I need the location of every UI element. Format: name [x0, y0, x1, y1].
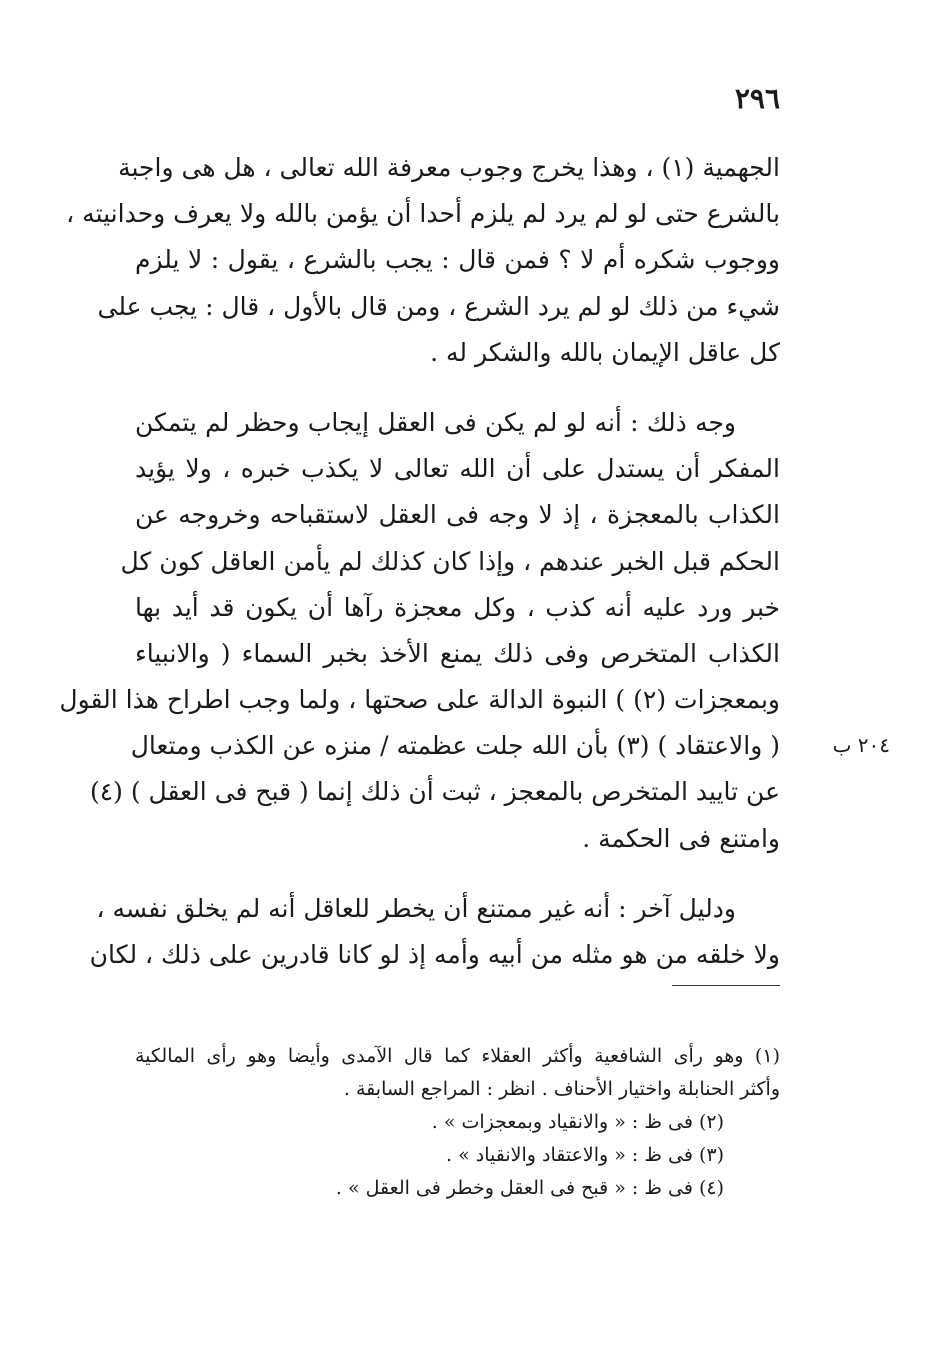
- text-line: كل عاقل الإيمان بالله والشكر له .: [430, 337, 780, 367]
- text-line: شيء من ذلك لو لم يرد الشرع ، ومن قال بالأول ، قال : يجب على: [97, 291, 780, 321]
- footnote-3: (٣) فى ظ : « والاعتقاد والانقياد » .: [446, 1144, 724, 1166]
- text-line: الكذاب المتخرص وفى ذلك يمنع الأخذ بخبر السماء ( والانبياء: [135, 638, 780, 668]
- text-line: خبر ورد عليه أنه كذب ، وكل معجزة رآها أن يكون قد أيد بها: [135, 592, 780, 622]
- text-line: الكذاب بالمعجزة ، إذ لا وجه فى العقل لاستقباحه وخروجه عن: [135, 500, 780, 530]
- footnote-2: (٢) فى ظ : « والانقياد وبمعجزات » .: [431, 1111, 724, 1133]
- text-line: بالشرع حتى لو لم يرد لم يلزم أحدا أن يؤمن بالله ولا يعرف وحدانيته ،: [66, 199, 780, 229]
- text-line: ودليل آخر : أنه غير ممتنع أن يخطر للعاقل أنه لم يخلق نفسه ،: [96, 893, 736, 923]
- footnote-4: (٤) فى ظ : « قبح فى العقل وخطر فى العقل » .: [335, 1177, 724, 1199]
- paragraph-2: [59, 400, 780, 862]
- text-line: المفكر أن يستدل على أن الله تعالى لا يكذب خبره ، ولا يؤيد: [135, 454, 780, 484]
- footnote-1: (١) وهو رأى الشافعية وأكثر العقلاء كما قال الآمدى وأيضا وهو رأى المالكية: [135, 1045, 780, 1067]
- margin-note: ٢٠٤ ب: [832, 733, 890, 757]
- text-line: الحكم قبل الخبر عندهم ، وإذا كان كذلك لم يأمن العاقل كون كل: [120, 546, 780, 576]
- body-text: [59, 145, 780, 978]
- text-line: ووجوب شكره أم لا ؟ فمن قال : يجب بالشرع ، يقول : لا يلزم: [135, 245, 780, 275]
- footnotes: [135, 1040, 780, 1205]
- page-number: ٢٩٦: [734, 82, 780, 115]
- paragraph-3: [89, 886, 780, 978]
- text-line: الجهمية (١) ، وهذا يخرج وجوب معرفة الله تعالى ، هل هى واجبة: [118, 153, 780, 182]
- text-line: ولا خلقه من هو مثله من أبيه وأمه إذ لو كانا قادرين على ذلك ، لكان: [89, 940, 780, 969]
- footnote-divider: [672, 985, 780, 986]
- text-line: وجه ذلك : أنه لو لم يكن فى العقل إيجاب وحظر لم يتمكن: [135, 407, 736, 437]
- footnote-1-continued: وأكثر الحنابلة واختيار الأحناف . انظر : المراجع السابقة .: [343, 1078, 780, 1100]
- text-line: وامتنع فى الحكمة .: [582, 823, 780, 853]
- text-line: ( والاعتقاد ) (٣) بأن الله جلت عظمته / منزه عن الكذب ومتعال: [130, 731, 780, 761]
- paragraph-1: [66, 145, 780, 376]
- text-line: عن تاييد المتخرص بالمعجز ، ثبت أن ذلك إنما ( قبح فى العقل ) (٤): [89, 777, 780, 807]
- text-line: وبمعجزات (٢) ) النبوة الدالة على صحتها ، ولما وجب اطراح هذا القول: [59, 685, 780, 715]
